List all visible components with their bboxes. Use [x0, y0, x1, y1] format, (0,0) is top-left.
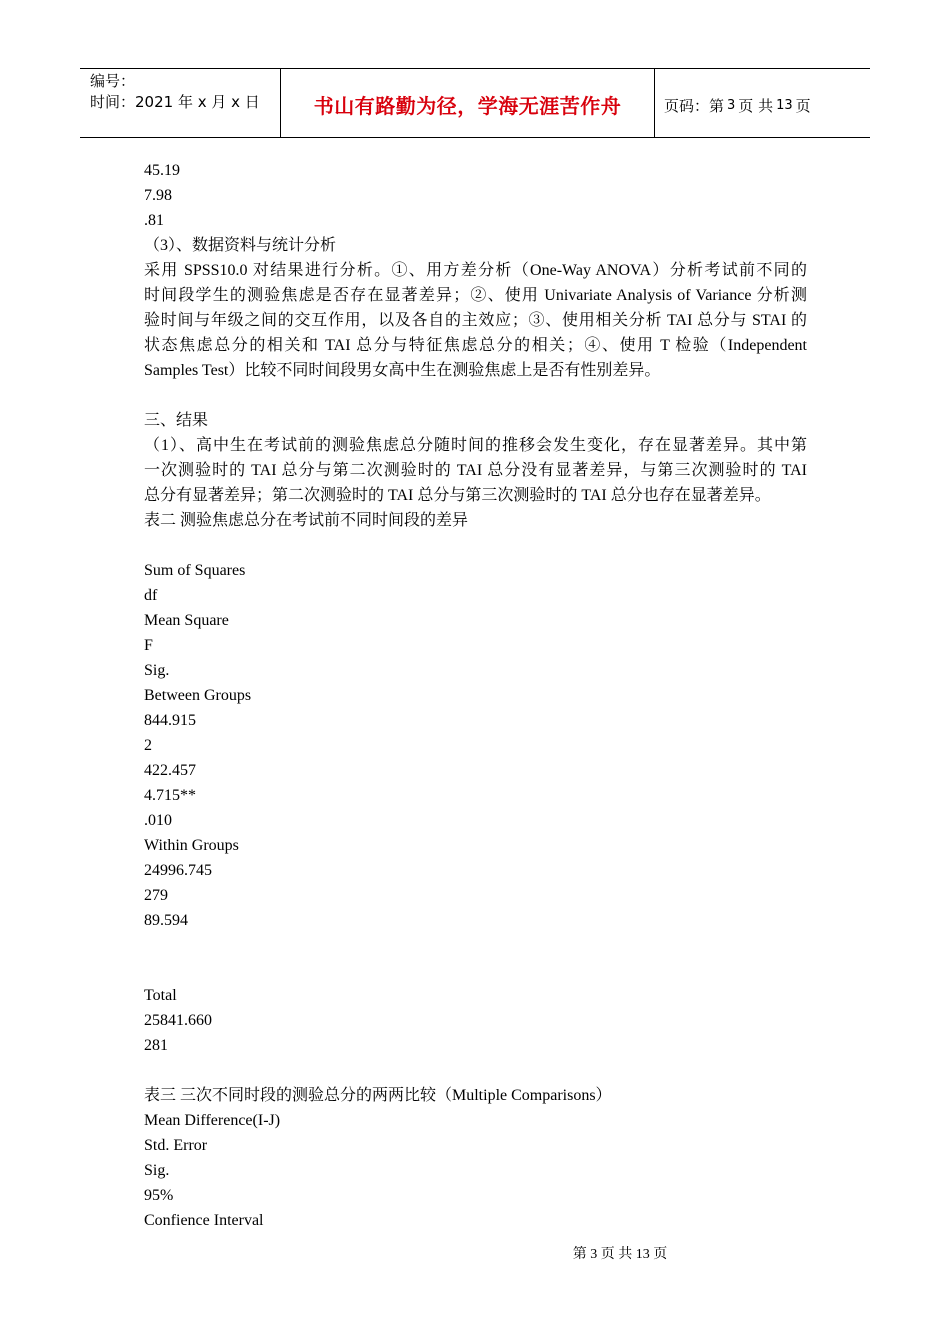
table3-caption: 表三 三次不同时段的测验总分的两两比较（Multiple Comparisons） — [144, 1087, 612, 1104]
paragraph-line: 验时间与年级之间的交互作用，以及各自的主效应；③、使用相关分析 TAI 总分与 STAI 的 — [144, 312, 807, 329]
table2-cell: 4.715** — [144, 787, 196, 804]
table3-header: Std. Error — [144, 1137, 208, 1154]
table3-header: 95% — [144, 1187, 174, 1204]
table2-cell: Total — [144, 987, 177, 1004]
paragraph-line: 采用 SPSS10.0 对结果进行分析。①、用方差分析（One-Way ANOVA）分析考试前不同的 — [144, 262, 807, 279]
table2-cell: 281 — [144, 1037, 168, 1054]
table2-cell: 89.594 — [144, 912, 188, 929]
page-footer: 第 3 页 共 13 页 — [572, 1247, 668, 1262]
paragraph-line: 状态焦虑总分的相关和 TAI 总分与特征焦虑总分的相关；④、使用 T 检验（Independent — [144, 337, 807, 354]
results-heading: 三、结果 — [144, 412, 209, 429]
table2-cell: 25841.660 — [144, 1012, 212, 1029]
page-header — [80, 68, 870, 138]
table3-header: Confience Interval — [144, 1212, 264, 1229]
spacer — [144, 533, 807, 558]
header-motto: 书山有路勤为径，学海无涯苦作舟 — [281, 69, 655, 137]
paragraph-line: 一次测验时的 TAI 总分与第二次测验时的 TAI 总分没有显著差异，与第三次测验时的 TAI — [144, 462, 807, 479]
table2-cell: 24996.745 — [144, 862, 212, 879]
table2-cell: .010 — [144, 812, 172, 829]
table2-cell: 2 — [144, 737, 152, 754]
table3-header: Sig. — [144, 1162, 170, 1179]
page-suffix: 页 — [795, 96, 811, 115]
table2-header: Mean Square — [144, 612, 229, 629]
results-paragraph — [144, 433, 807, 508]
page-current: 3 — [727, 97, 736, 113]
table3-header: Mean Difference(I-J) — [144, 1112, 281, 1129]
text-line: .81 — [144, 212, 164, 229]
paragraph-line: （1）、高中生在考试前的测验焦虑总分随时间的推移会发生变化，存在显著差异。其中第 — [144, 437, 807, 454]
table2-cell: Between Groups — [144, 687, 252, 704]
spacer — [144, 1058, 807, 1083]
section-heading: （3）、数据资料与统计分析 — [144, 237, 337, 254]
header-meta-cell — [80, 69, 281, 137]
document-number-label: 编号： — [90, 72, 136, 90]
paragraph-line: 时间段学生的测验焦虑是否存在显著差异；②、使用 Univariate Analysis of Variance 分析测 — [144, 287, 807, 304]
page-body — [144, 158, 807, 1233]
page-prefix: 页码：第 — [664, 96, 725, 115]
table2-cell: Within Groups — [144, 837, 239, 854]
spacer — [144, 958, 807, 983]
table2-header: Sig. — [144, 662, 170, 679]
table2-header: df — [144, 587, 158, 604]
paragraph-line: Samples Test）比较不同时间段男女高中生在测验焦虑上是否有性别差异。 — [144, 362, 661, 379]
method-paragraph — [144, 258, 807, 383]
page-mid: 页 共 — [738, 96, 774, 115]
spacer — [144, 933, 807, 958]
table2-cell: 279 — [144, 887, 168, 904]
text-line: 45.19 — [144, 162, 180, 179]
table2-caption: 表二 测验焦虑总分在考试前不同时间段的差异 — [144, 512, 469, 529]
table2-header: Sum of Squares — [144, 562, 246, 579]
table2-cell: 844.915 — [144, 712, 196, 729]
page-total: 13 — [776, 97, 793, 113]
text-line: 7.98 — [144, 187, 172, 204]
table2-cell: 422.457 — [144, 762, 196, 779]
spacer — [144, 383, 807, 408]
document-date: 时间：2021 年 x 月 x 日 — [90, 93, 260, 111]
table2-header: F — [144, 637, 153, 654]
header-page-number — [655, 69, 870, 137]
paragraph-line: 总分有显著差异；第二次测验时的 TAI 总分与第三次测验时的 TAI 总分也存在显著差异。 — [144, 487, 771, 504]
